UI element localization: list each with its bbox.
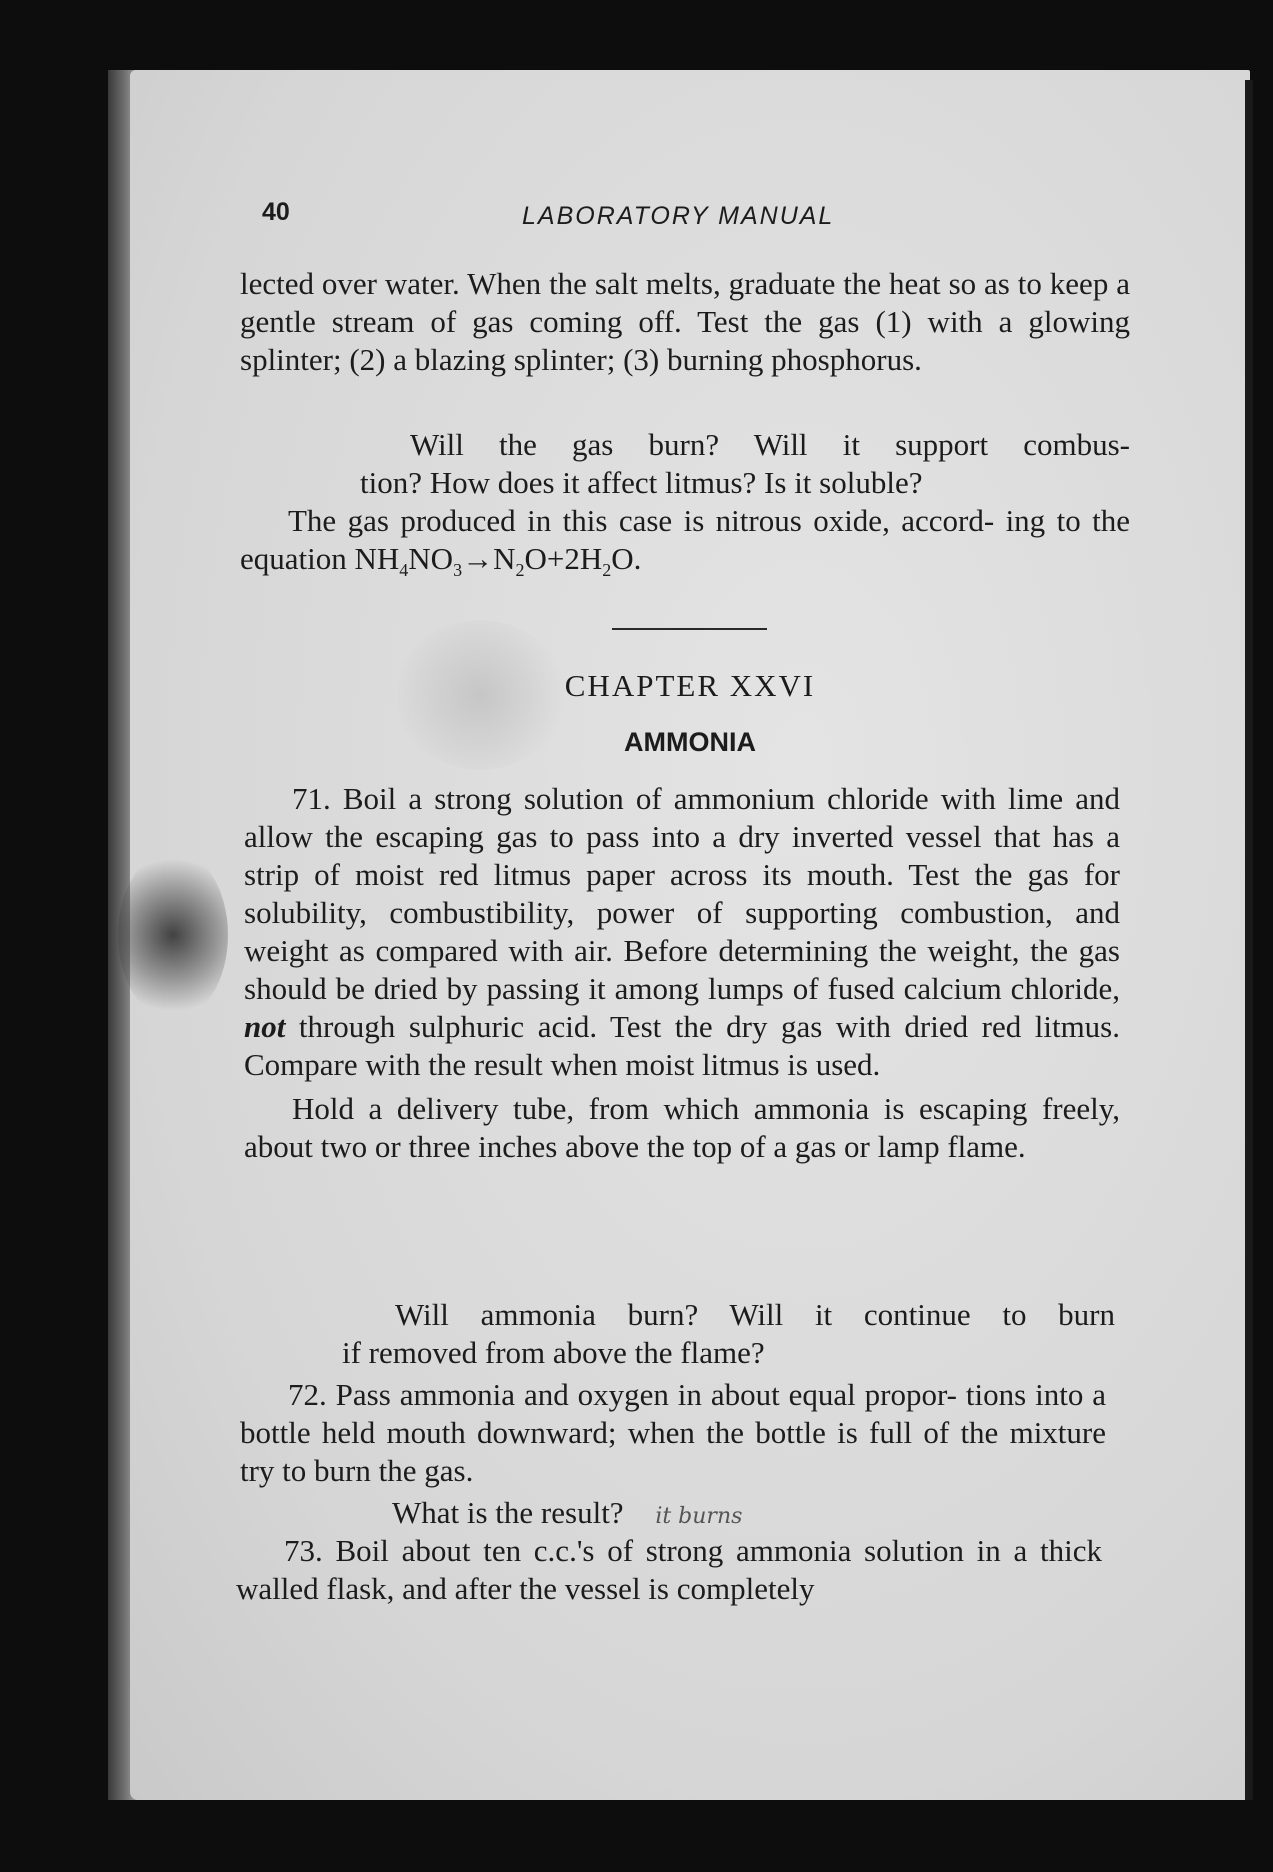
paragraph-text: through sulphuric acid. Test the dry gas with dried red litmus. Compare with the result when moist litmus is used. [244, 1009, 1120, 1082]
chapter-heading: CHAPTER XXVI [564, 668, 816, 703]
paragraph-text: 72. Pass ammonia and oxygen in about equal propor- tions into a bottle held mouth downward; when the bottle is full of the mixture try to burn the gas. [240, 1377, 1106, 1488]
paragraph-text: 71. Boil a strong solution of ammonium chloride with lime and allow the escaping gas to pass into a dry inverted vessel that has a strip of moist red litmus paper across its mouth. Test the gas for solubility, combustibility, power of supporting combustion, and weight as compared with air. Before determining the weight, the gas should be dried by passing it among lumps of fused calcium chloride, [244, 781, 1120, 1006]
question-line: Will the gas burn? Will it support combus- [410, 427, 1130, 462]
paragraph-text: lected over water. When the salt melts, graduate the heat so as to keep a gentle stream of gas coming off. Test the gas (1) with a glowing splinter; (2) a blazing splinter; (3) burning phosphorus. [240, 266, 1130, 377]
paragraph-text: The gas produced in this case is nitrous oxide, accord- ing to the equation [240, 503, 1130, 576]
question-line: What is the result? it burns [392, 1495, 743, 1530]
section-72 [240, 1376, 1106, 1490]
page-right-edge [1245, 80, 1253, 1800]
page-header [262, 198, 1122, 238]
page-number: 40 [262, 198, 290, 226]
chemical-equation: $NH_4NO_3\to N_2O+2H_2O$. [354, 541, 642, 581]
equation-paragraph [240, 502, 1130, 589]
handwritten-note: it burns [655, 1504, 743, 1529]
paragraph-text: Hold a delivery tube, from which ammonia is escaping freely, about two or three inches above the top of a gas or lamp flame. [244, 1091, 1120, 1164]
question-line: Will ammonia burn? Will it continue to burn [395, 1297, 1115, 1332]
ink-stain [118, 850, 228, 1020]
chapter-title: AMMONIA [624, 727, 756, 757]
section-divider [612, 628, 767, 630]
paragraph-continuation [240, 265, 1130, 379]
paragraph-text: 73. Boil about ten c.c.'s of strong ammonia solution in a thick walled flask, and after the vessel is completely [236, 1533, 1102, 1606]
emphasis-text: not [244, 1009, 286, 1044]
section-73 [236, 1532, 1102, 1608]
running-head: LABORATORY MANUAL [522, 202, 835, 230]
section-71 [244, 780, 1120, 1166]
question-line: if removed from above the flame? [342, 1335, 765, 1370]
question-line: tion? How does it affect litmus? Is it soluble? [360, 465, 923, 500]
